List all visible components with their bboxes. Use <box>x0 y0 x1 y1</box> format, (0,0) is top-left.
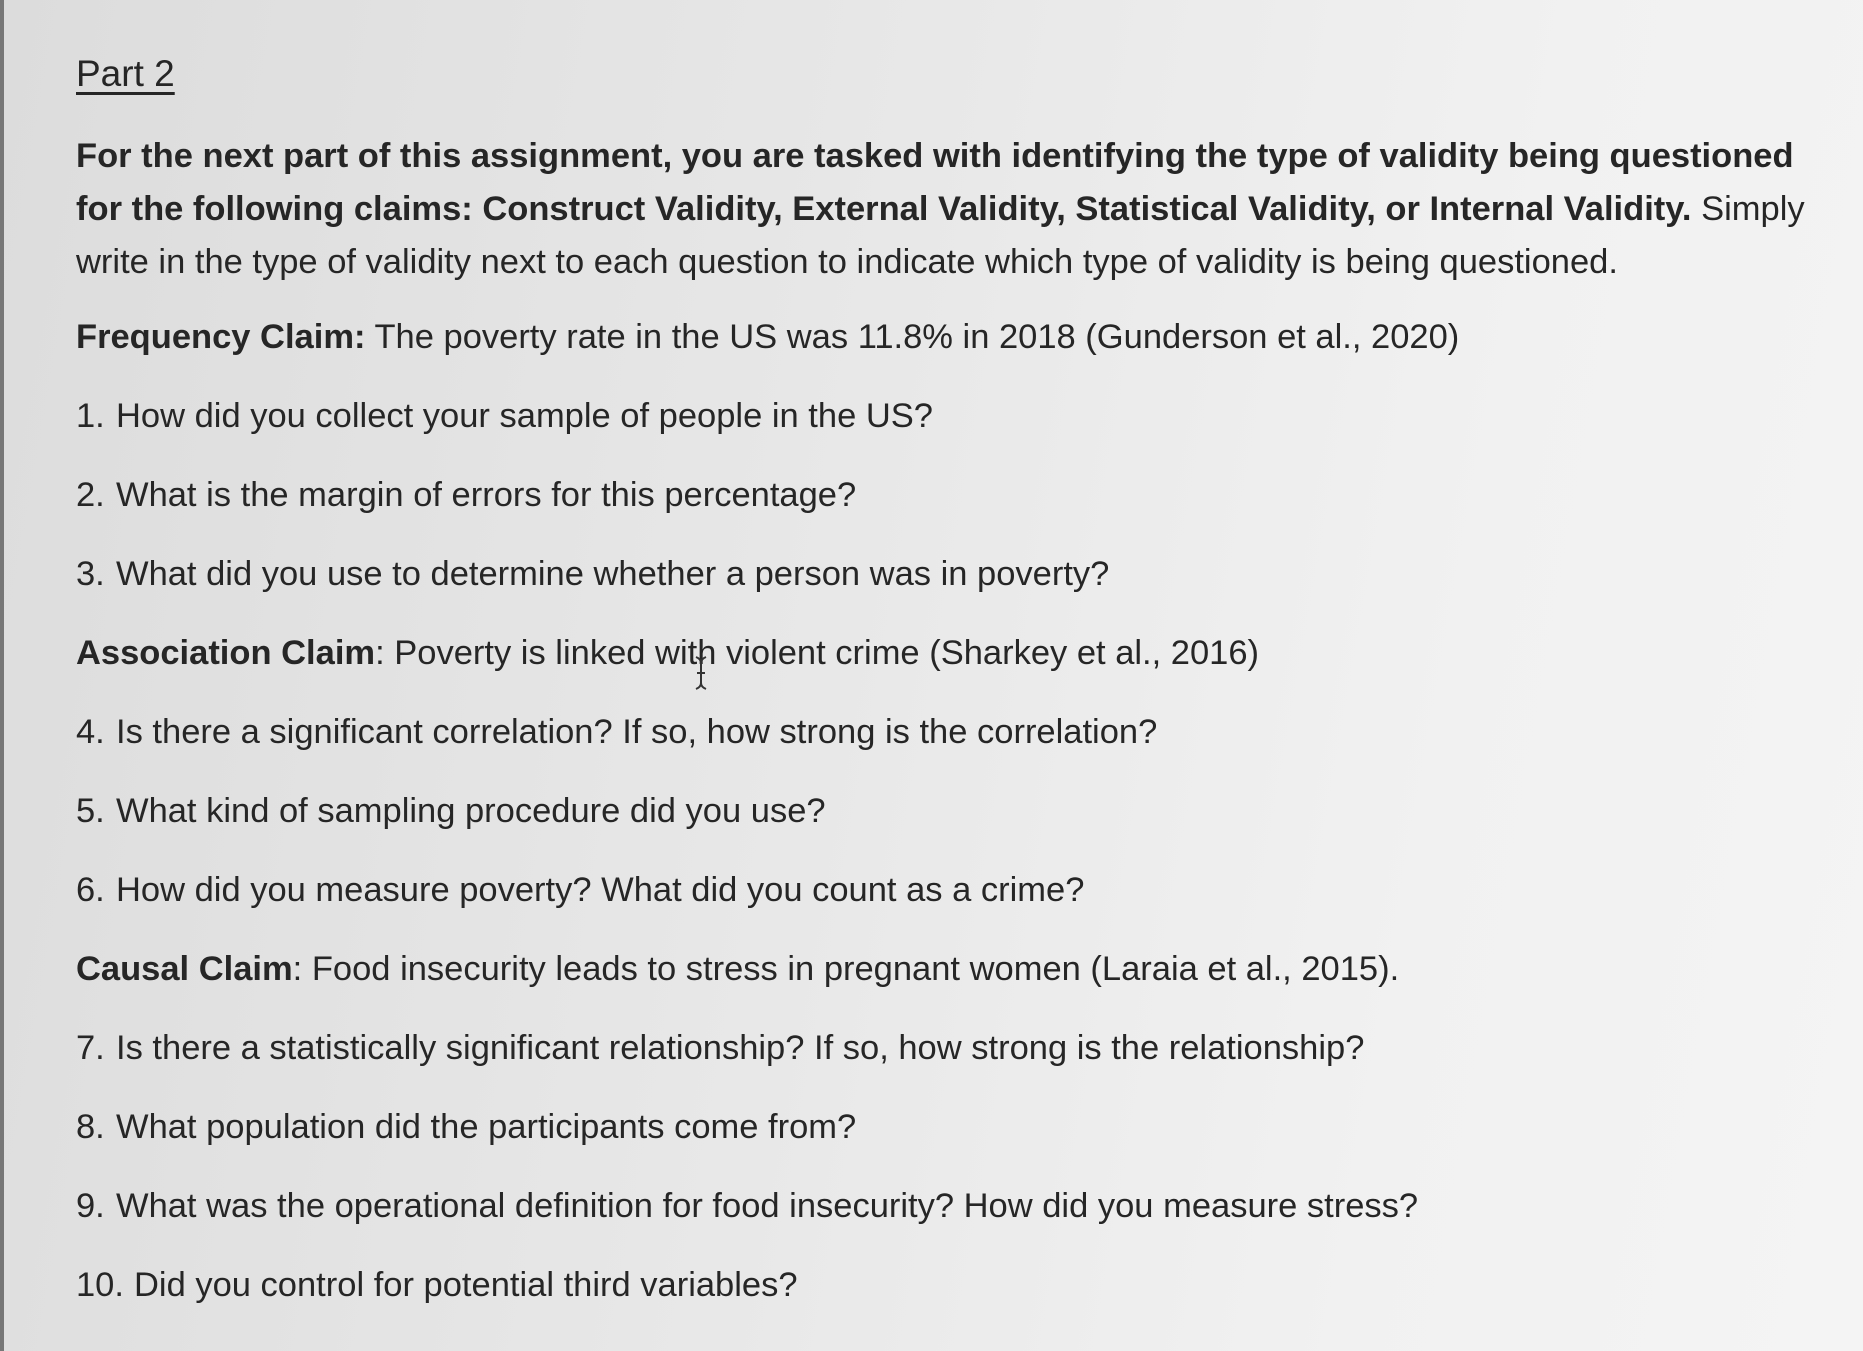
question-number: 8. <box>76 1108 105 1146</box>
question-text: Is there a significant correlation? If so, how strong is the correlation? <box>116 713 1158 751</box>
question-text: What was the operational definition for food insecurity? How did you measure stress? <box>116 1187 1419 1225</box>
question-number: 10. <box>76 1266 124 1304</box>
question-item <box>76 548 1836 601</box>
question-text: Is there a statistically significant relationship? If so, how strong is the relationship? <box>116 1029 1365 1067</box>
question-text: How did you measure poverty? What did you count as a crime? <box>116 871 1085 909</box>
question-item <box>76 469 1836 522</box>
question-number: 3. <box>76 555 105 593</box>
question-item <box>76 390 1836 443</box>
question-number: 9. <box>76 1187 105 1225</box>
question-text: What is the margin of errors for this percentage? <box>116 476 857 514</box>
claim-label: Association Claim <box>76 634 376 672</box>
question-item <box>76 785 1836 838</box>
association-claim <box>76 627 1836 680</box>
frequency-claim <box>76 311 1836 364</box>
question-number: 1. <box>76 397 105 435</box>
question-item <box>76 1180 1836 1233</box>
question-item <box>76 1259 1836 1312</box>
question-number: 5. <box>76 792 105 830</box>
claim-text: : Poverty is linked with violent crime (Sharkey et al., 2016) <box>375 634 1260 672</box>
claim-text: The poverty rate in the US was 11.8% in 2018 (Gunderson et al., 2020) <box>374 318 1460 356</box>
question-item <box>76 864 1836 917</box>
question-text: What population did the participants come from? <box>116 1108 857 1146</box>
question-text: What did you use to determine whether a person was in poverty? <box>116 555 1110 593</box>
question-text: How did you collect your sample of people in the US? <box>116 397 933 435</box>
instructions-paragraph <box>76 130 1836 289</box>
question-item <box>76 1101 1836 1154</box>
claim-label: Frequency Claim: <box>76 318 366 356</box>
question-number: 7. <box>76 1029 105 1067</box>
question-number: 2. <box>76 476 105 514</box>
causal-claim <box>76 943 1836 996</box>
instructions-tail: Simply write in the type of validity next to each question to indicate which type of validity is being questioned. <box>76 190 1805 281</box>
claim-text: : Food insecurity leads to stress in pregnant women (Laraia et al., 2015). <box>292 950 1400 988</box>
question-text: Did you control for potential third variables? <box>134 1266 798 1304</box>
question-item <box>76 1022 1836 1075</box>
question-number: 6. <box>76 871 105 909</box>
question-text: What kind of sampling procedure did you use? <box>116 792 826 830</box>
instructions-lead: For the next part of this assignment, you are tasked with identifying the type of validity being questioned for the following claims: Construct Validity, External Validity, Statistical Validity, or Internal Validity. <box>76 137 1794 228</box>
page-title: Part 2 <box>76 53 175 94</box>
question-number: 4. <box>76 713 105 751</box>
text-cursor-icon <box>692 655 710 691</box>
monitor-edge <box>0 0 4 1351</box>
document-content <box>76 46 1836 1338</box>
question-item <box>76 706 1836 759</box>
claim-label: Causal Claim <box>76 950 293 988</box>
